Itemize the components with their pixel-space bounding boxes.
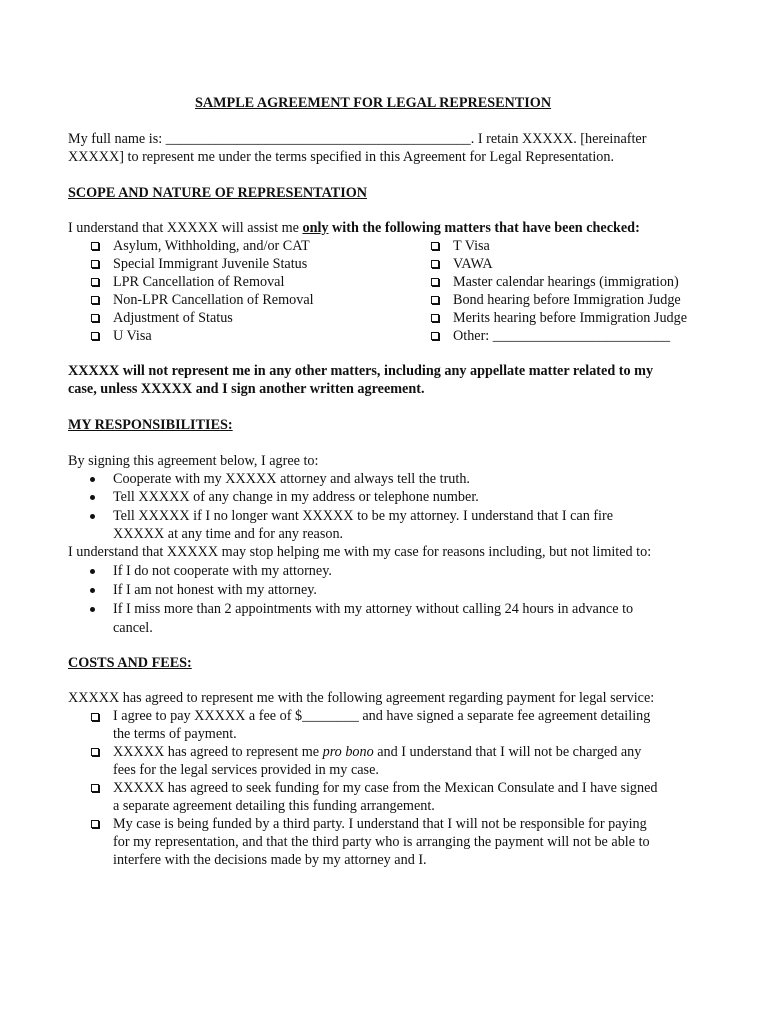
- warning-line-1: XXXXX will not represent me in any other matters, including any appellate matter related to my: [68, 363, 654, 379]
- matter-item: Non-LPR Cancellation of Removal: [113, 292, 314, 308]
- stop-lead: I understand that XXXXX may stop helping me with my case for reasons including, but not limited to:: [68, 544, 652, 560]
- intro-line-1: My full name is: ___________________________________________. I retain XXXXX. [hereinafter: [68, 131, 647, 147]
- fee-item-line: I agree to pay XXXXX a fee of $________ and have signed a separate fee agreement detailing: [113, 708, 651, 724]
- matter-item: Bond hearing before Immigration Judge: [453, 292, 681, 308]
- scope-lead-text: I understand that XXXXX will assist me: [68, 220, 303, 236]
- checkbox-icon[interactable]: [91, 713, 99, 721]
- matter-item: Special Immigrant Juvenile Status: [113, 256, 308, 272]
- agree-item: Tell XXXXX of any change in my address or telephone number.: [113, 489, 479, 505]
- fee-item-line: for my representation, and that the third party who is arranging the payment will not be able to: [113, 834, 650, 850]
- scope-heading: SCOPE AND NATURE OF REPRESENTATION: [68, 185, 368, 201]
- checkbox-icon[interactable]: [431, 278, 439, 286]
- matter-item: Asylum, Withholding, and/or CAT: [113, 238, 310, 254]
- checkbox-icon[interactable]: [431, 242, 439, 250]
- matter-item: Adjustment of Status: [113, 310, 233, 326]
- matter-item: U Visa: [113, 328, 152, 344]
- agree-item-continued: XXXXX at any time and for any reason.: [113, 526, 344, 542]
- matter-item: Master calendar hearings (immigration): [453, 274, 679, 290]
- bullet-icon: [90, 607, 95, 612]
- checkbox-icon[interactable]: [91, 784, 99, 792]
- stop-item-continued: cancel.: [113, 620, 153, 636]
- intro-line-2: XXXXX] to represent me under the terms specified in this Agreement for Legal Representation.: [68, 149, 615, 165]
- responsibilities-heading: MY RESPONSIBILITIES:: [68, 417, 233, 433]
- scope-lead-rest: with the following matters that have been checked:: [328, 220, 640, 236]
- stop-item: If I do not cooperate with my attorney.: [113, 563, 332, 579]
- pro-bono-rest: and I understand that I will not be charged any: [373, 744, 642, 760]
- checkbox-icon[interactable]: [91, 748, 99, 756]
- checkbox-icon[interactable]: [91, 278, 99, 286]
- checkbox-icon[interactable]: [431, 314, 439, 322]
- checkbox-icon[interactable]: [91, 332, 99, 340]
- checkbox-icon[interactable]: [91, 314, 99, 322]
- bullet-icon: [90, 514, 95, 519]
- agree-item: Cooperate with my XXXXX attorney and always tell the truth.: [113, 471, 470, 487]
- scope-lead-only: only: [302, 220, 329, 236]
- matter-item: Merits hearing before Immigration Judge: [453, 310, 688, 326]
- scope-lead: [68, 219, 640, 237]
- stop-item: If I miss more than 2 appointments with my attorney without calling 24 hours in advance to: [113, 601, 634, 617]
- responsibilities-lead: By signing this agreement below, I agree to:: [68, 453, 319, 469]
- checkbox-icon[interactable]: [91, 260, 99, 268]
- fee-item-line: XXXXX has agreed to seek funding for my case from the Mexican Consulate and I have signed: [113, 780, 658, 796]
- matter-item: T Visa: [453, 238, 490, 254]
- checkbox-icon[interactable]: [91, 820, 99, 828]
- checkbox-icon[interactable]: [431, 260, 439, 268]
- matter-item: LPR Cancellation of Removal: [113, 274, 285, 290]
- fee-item-line: [113, 743, 641, 761]
- warning-line-2: case, unless XXXXX and I sign another written agreement.: [68, 381, 425, 397]
- bullet-icon: [90, 569, 95, 574]
- agree-item: Tell XXXXX if I no longer want XXXXX to be my attorney. I understand that I can fire: [113, 508, 614, 524]
- checkbox-icon[interactable]: [91, 242, 99, 250]
- fee-item-line: interfere with the decisions made by my attorney and I.: [113, 852, 427, 868]
- stop-item: If I am not honest with my attorney.: [113, 582, 317, 598]
- checkbox-icon[interactable]: [91, 296, 99, 304]
- document-title: SAMPLE AGREEMENT FOR LEGAL REPRESENTION: [195, 95, 552, 111]
- fee-item-line: fees for the legal services provided in my case.: [113, 762, 379, 778]
- bullet-icon: [90, 588, 95, 593]
- checkbox-icon[interactable]: [431, 332, 439, 340]
- matter-item: Other: _________________________: [453, 328, 671, 344]
- costs-heading: COSTS AND FEES:: [68, 655, 192, 671]
- pro-bono-italic: pro bono: [322, 744, 374, 760]
- fee-item-line: a separate agreement detailing this funding arrangement.: [113, 798, 435, 814]
- checkbox-icon[interactable]: [431, 296, 439, 304]
- costs-lead: XXXXX has agreed to represent me with the following agreement regarding payment for legal service:: [68, 690, 655, 706]
- fee-item-line: My case is being funded by a third party. I understand that I will not be responsible for paying: [113, 816, 647, 832]
- fee-item-line: the terms of payment.: [113, 726, 237, 742]
- pro-bono-text: XXXXX has agreed to represent me: [113, 744, 323, 760]
- matter-item: VAWA: [453, 256, 493, 272]
- bullet-icon: [90, 477, 95, 482]
- bullet-icon: [90, 495, 95, 500]
